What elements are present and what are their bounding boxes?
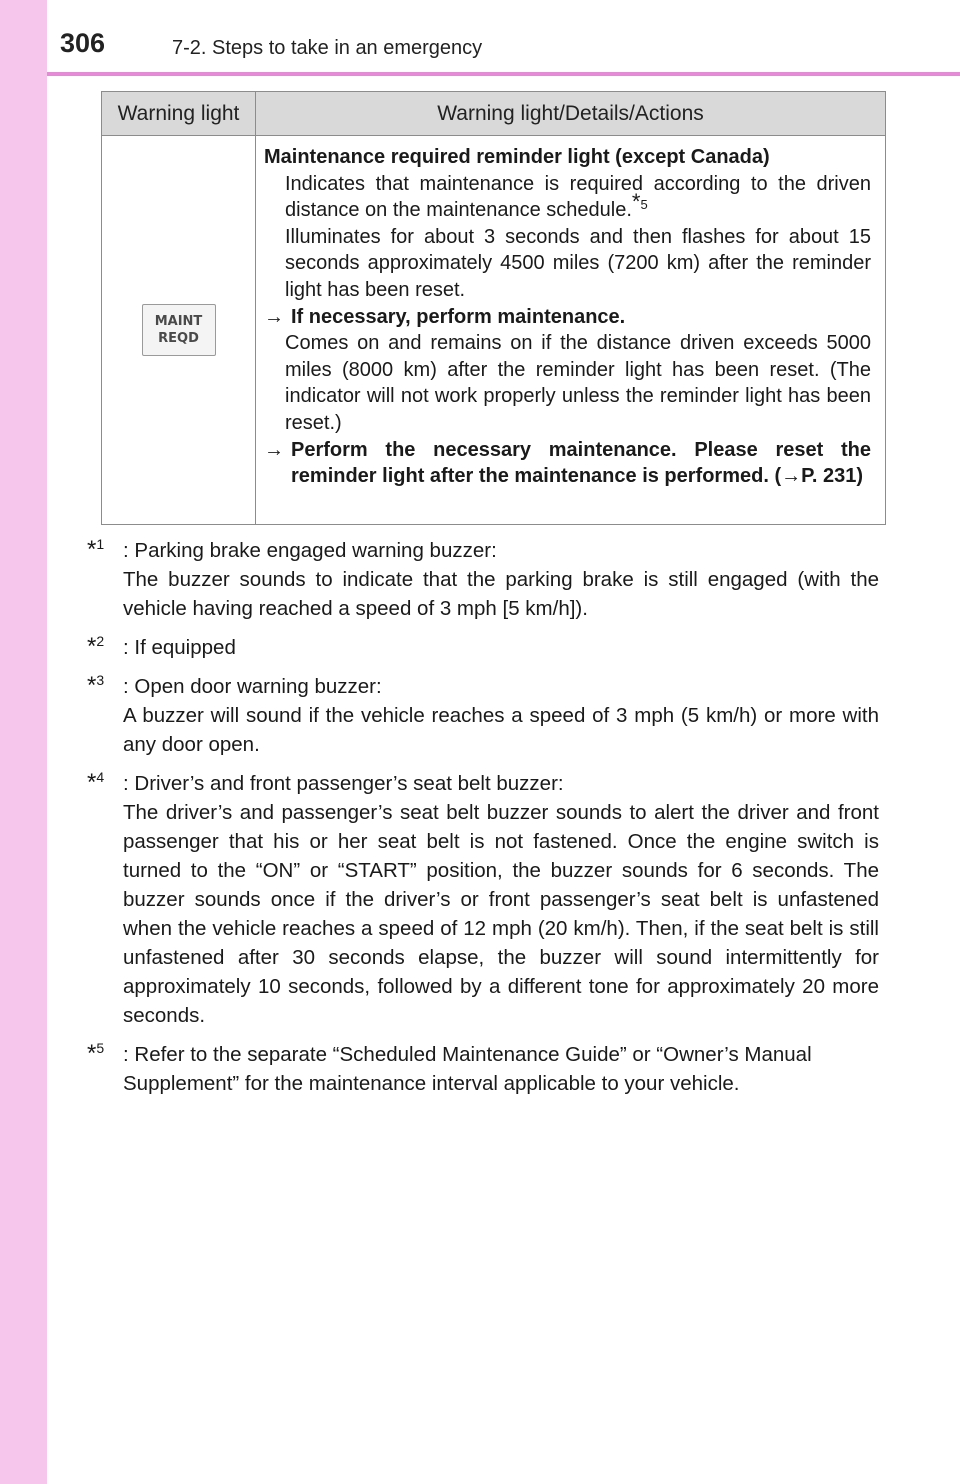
table-row (102, 136, 885, 524)
icon-text-line2: REQD (158, 331, 199, 346)
footnote-title: : Parking brake engaged warning buzzer: (123, 539, 497, 562)
footnote-3 (87, 672, 879, 759)
col-header-details: Warning light/Details/Actions (437, 101, 704, 125)
table-header-row (102, 92, 885, 136)
footnote-mark: *$^2$ (87, 633, 105, 660)
footnote-mark: *$^3$ (87, 672, 105, 699)
action-2-text: Perform the necessary maintenance. Please reset the reminder light after the maintenance is performed. (→P. 231) (291, 438, 871, 488)
footnote-mark: *$^1$ (87, 536, 105, 563)
action-1-text: If necessary, perform maintenance. (291, 305, 626, 328)
details-cell (256, 136, 885, 524)
footnotes (87, 536, 879, 1108)
footnote-body: The buzzer sounds to indicate that the parking brake is still engaged (with the vehicle having reached a speed of 3 mph [5 km/h]). (123, 568, 879, 620)
footnote-title: : Refer to the separate “Scheduled Maintenance Guide” or “Owner’s Manual (123, 1043, 812, 1066)
footnote-body: Supplement” for the maintenance interval applicable to your vehicle. (123, 1072, 740, 1095)
footnote-2 (87, 633, 879, 662)
light-description-2: Illuminates for about 3 seconds and then flashes for about 15 seconds approximately 4500 miles (7200 km) after the reminder light has been reset. (285, 225, 871, 301)
side-color-bar (0, 0, 47, 1484)
icon-cell (102, 136, 256, 524)
maint-reqd-icon (142, 304, 216, 356)
footnote-mark: *$^5$ (87, 1040, 105, 1067)
page-header (47, 0, 960, 72)
light-title: Maintenance required reminder light (except Canada) (264, 146, 770, 168)
footnote-title: : Open door warning buzzer: (123, 675, 382, 698)
page-number: 306 (60, 28, 106, 58)
footnote-body: A buzzer will sound if the vehicle reaches a speed of 3 mph (5 km/h) or more with any door open. (123, 704, 879, 756)
footnote-1 (87, 536, 879, 623)
footnote-4 (87, 769, 879, 1030)
action-1 (264, 304, 871, 331)
footnote-ref: *5 (631, 188, 648, 214)
light-description-3: Comes on and remains on if the distance driven exceeds 5000 miles (8000 km) after the reminder light has been reset. (The indicator will not work properly unless the reminder light has been reset.) (285, 332, 871, 434)
section-title: 7-2. Steps to take in an emergency (172, 37, 483, 59)
footnote-body: The driver’s and passenger’s seat belt buzzer sounds to alert the driver and front passenger that his or her seat belt is not fastened. Once the engine switch is turned to the “ON” or “START” position, the buzzer sounds for 6 seconds. The buzzer sounds once if the driver’s or front passenger’s seat belt is unfastened when the vehicle reaches a speed of 12 mph (20 km/h). Then, if the seat belt is still unfastened after 30 seconds elapse, the buzzer will sound intermittently for approximately 10 seconds, followed by a different tone for approximately 20 more seconds. (123, 801, 879, 1027)
icon-text-line1: MAINT (154, 314, 203, 329)
warning-light-table (101, 91, 886, 525)
action-2 (264, 437, 871, 490)
col-header-warning-light: Warning light (102, 92, 256, 135)
footnote-mark: *$^4$ (87, 769, 105, 796)
light-description-1 (264, 171, 871, 224)
footnote-title: : Driver’s and front passenger’s seat belt buzzer: (123, 772, 564, 795)
arrow-icon: → (264, 305, 284, 328)
footnote-title: : If equipped (123, 636, 236, 659)
description-text: Indicates that maintenance is required according to the driven distance on the maintenance schedule. (285, 172, 871, 222)
footnote-5 (87, 1040, 879, 1098)
header-rule (47, 72, 960, 76)
arrow-icon: → (264, 438, 284, 461)
